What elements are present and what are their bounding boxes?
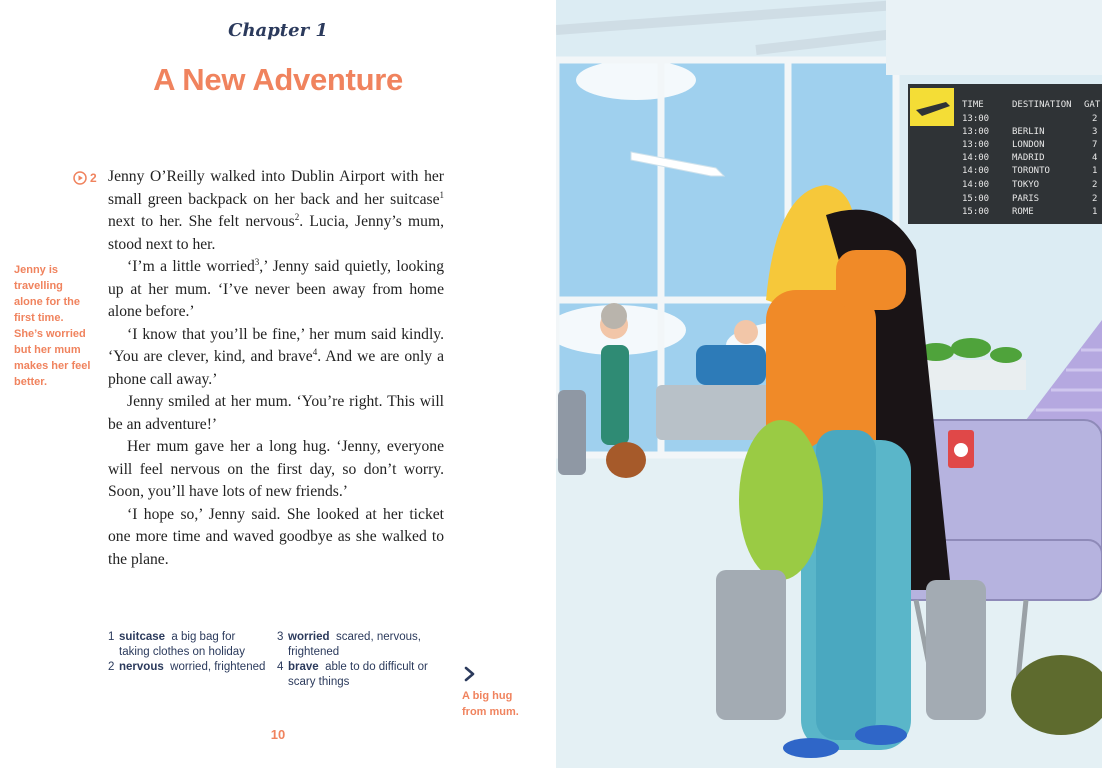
play-audio-icon[interactable]: [73, 171, 87, 185]
board-destination: TOKYO: [1012, 180, 1040, 190]
footnote-marker: 2: [294, 211, 300, 222]
board-destination: BERLIN: [1012, 127, 1045, 137]
glossary-item: 1 suitcase a big bag for taking clothes on holiday: [108, 631, 245, 658]
footnote-marker: 4: [312, 346, 318, 357]
glossary-item: 2 nervous worried, frightened: [108, 661, 266, 673]
board-time: 13:00: [962, 114, 990, 124]
footnote-marker: 1: [439, 189, 444, 200]
paragraph: ‘I’m a little worried$^3$,’ Jenny said quietly, looking up at her mum. ‘I’ve never been away from home alone before.’: [108, 256, 445, 320]
board-destination: LONDON: [1012, 140, 1045, 150]
margin-note-caption: A big hug from mum.: [462, 690, 519, 718]
board-gate: 2: [1092, 114, 1098, 124]
board-time: 14:00: [962, 153, 990, 163]
board-gate: 4: [1092, 153, 1098, 163]
paragraph: Jenny O’Reilly walked into Dublin Airport with her small green backpack on her back and her suitcase$^1$ next to her. She felt nervous$^2$. Lucia, Jenny’s mum, stood next to her.: [108, 168, 444, 253]
board-header-destination: DESTINATION: [1012, 100, 1072, 110]
paragraph: Jenny smiled at her mum. ‘You’re right. This will be an adventure!’: [108, 393, 444, 433]
board-header-gate: GAT: [1084, 100, 1101, 110]
board-destination: ROME: [1012, 207, 1034, 217]
margin-note-summary: Jenny is travelling alone for the first time. She’s worried but her mum makes her feel better.: [14, 264, 91, 388]
chapter-title: A New Adventure: [153, 62, 403, 97]
footnote-marker: 3: [254, 256, 260, 267]
paragraph: ‘I know that you’ll be fine,’ her mum said kindly. ‘You are clever, kind, and brave$^4$. And we are only a phone call away.’: [108, 325, 445, 388]
board-gate: 7: [1092, 140, 1098, 150]
board-gate: 2: [1092, 180, 1098, 190]
board-time: 15:00: [962, 194, 990, 204]
glossary-item: 3 worried scared, nervous, frightened: [277, 631, 421, 658]
audio-track[interactable]: [73, 171, 97, 185]
board-gate: 3: [1092, 127, 1098, 137]
board-header-time: TIME: [962, 100, 984, 110]
board-time: 13:00: [962, 140, 990, 150]
story-text: [108, 166, 444, 571]
paragraph: Her mum gave her a long hug. ‘Jenny, everyone will feel nervous on the first day, so don’t worry. Soon, you’ll have lots of new friends.’: [108, 438, 444, 500]
glossary-column-2: [277, 630, 437, 690]
airport-illustration: [556, 0, 1102, 768]
board-gate: 1: [1092, 166, 1098, 176]
glossary-item: 4 brave able to do difficult or scary things: [277, 661, 428, 688]
board-time: 13:00: [962, 127, 990, 137]
board-gate: 2: [1092, 194, 1098, 204]
page-number: 10: [270, 727, 286, 742]
chapter-label: Chapter 1: [228, 20, 328, 41]
board-destination: TORONTO: [1012, 166, 1050, 176]
board-time: 14:00: [962, 180, 990, 190]
glossary-column-1: [108, 630, 268, 675]
board-gate: 1: [1092, 207, 1098, 217]
paragraph: ‘I hope so,’ Jenny said. She looked at her ticket one more time and waved goodbye as she walked to the plane.: [108, 505, 444, 568]
audio-track-number: 2: [90, 171, 97, 185]
board-destination: PARIS: [1012, 194, 1040, 204]
board-time: 15:00: [962, 207, 990, 217]
chevron-right-icon: [464, 666, 476, 682]
board-time: 14:00: [962, 166, 990, 176]
board-destination: MADRID: [1012, 153, 1045, 163]
